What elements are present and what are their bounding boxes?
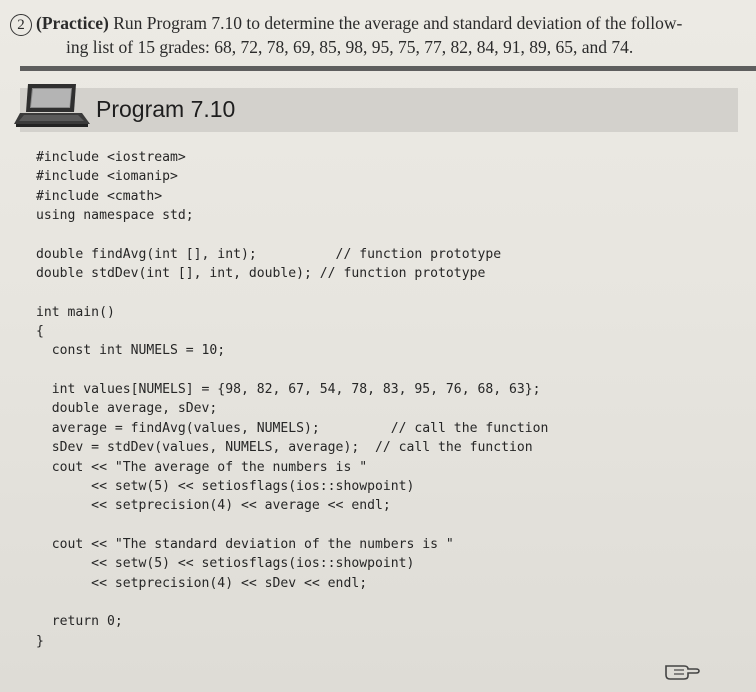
code-line: #include <cmath> (36, 188, 163, 204)
code-line: double stdDev(int [], int, double); // function prototype (36, 266, 486, 282)
exercise-text (17, 12, 738, 58)
code-line: } (36, 633, 44, 649)
code-line: #include <iomanip> (36, 169, 178, 185)
pointing-hand-icon (664, 660, 700, 682)
code-line (36, 225, 548, 244)
code-line: using namespace std; (36, 208, 194, 224)
code-line: average = findAvg(values, NUMELS); // call the function (36, 420, 549, 436)
code-line: { (36, 324, 44, 340)
code-line: cout << "The standard deviation of the numbers is " (36, 536, 454, 552)
code-line: const int NUMELS = 10; (36, 343, 226, 359)
exercise-number: 2 (10, 14, 32, 36)
code-line: << setw(5) << setiosflags(ios::showpoint) (36, 556, 415, 572)
laptop-icon (14, 80, 92, 130)
code-listing (36, 148, 548, 651)
exercise-line-1: Run Program 7.10 to determine the average and standard deviation of the follow- (113, 13, 683, 33)
code-line: << setprecision(4) << sDev << endl; (36, 575, 368, 591)
program-title: Program 7.10 (96, 96, 236, 122)
code-line: << setprecision(4) << average << endl; (36, 498, 391, 514)
code-line: cout << "The average of the numbers is " (36, 459, 368, 475)
code-line: << setw(5) << setiosflags(ios::showpoint) (36, 478, 415, 494)
section-divider (20, 66, 756, 71)
code-line: return 0; (36, 614, 123, 630)
exercise-line-2: ing list of 15 grades: 68, 72, 78, 69, 85, 98, 95, 75, 77, 82, 84, 91, 89, 65, and 74. (66, 37, 634, 57)
exercise-label: (Practice) (36, 13, 109, 33)
code-line: sDev = stdDev(values, NUMELS, average); // call the function (36, 440, 533, 456)
code-line: double findAvg(int [], int); // function prototype (36, 246, 502, 262)
code-line (36, 361, 548, 380)
code-line (36, 516, 548, 535)
code-line (36, 593, 548, 612)
code-line: double average, sDev; (36, 401, 218, 417)
code-line (36, 283, 548, 302)
code-line: int values[NUMELS] = {98, 82, 67, 54, 78, 83, 95, 76, 68, 63}; (36, 382, 541, 398)
code-line: #include <iostream> (36, 150, 186, 165)
code-line: int main() (36, 304, 115, 320)
